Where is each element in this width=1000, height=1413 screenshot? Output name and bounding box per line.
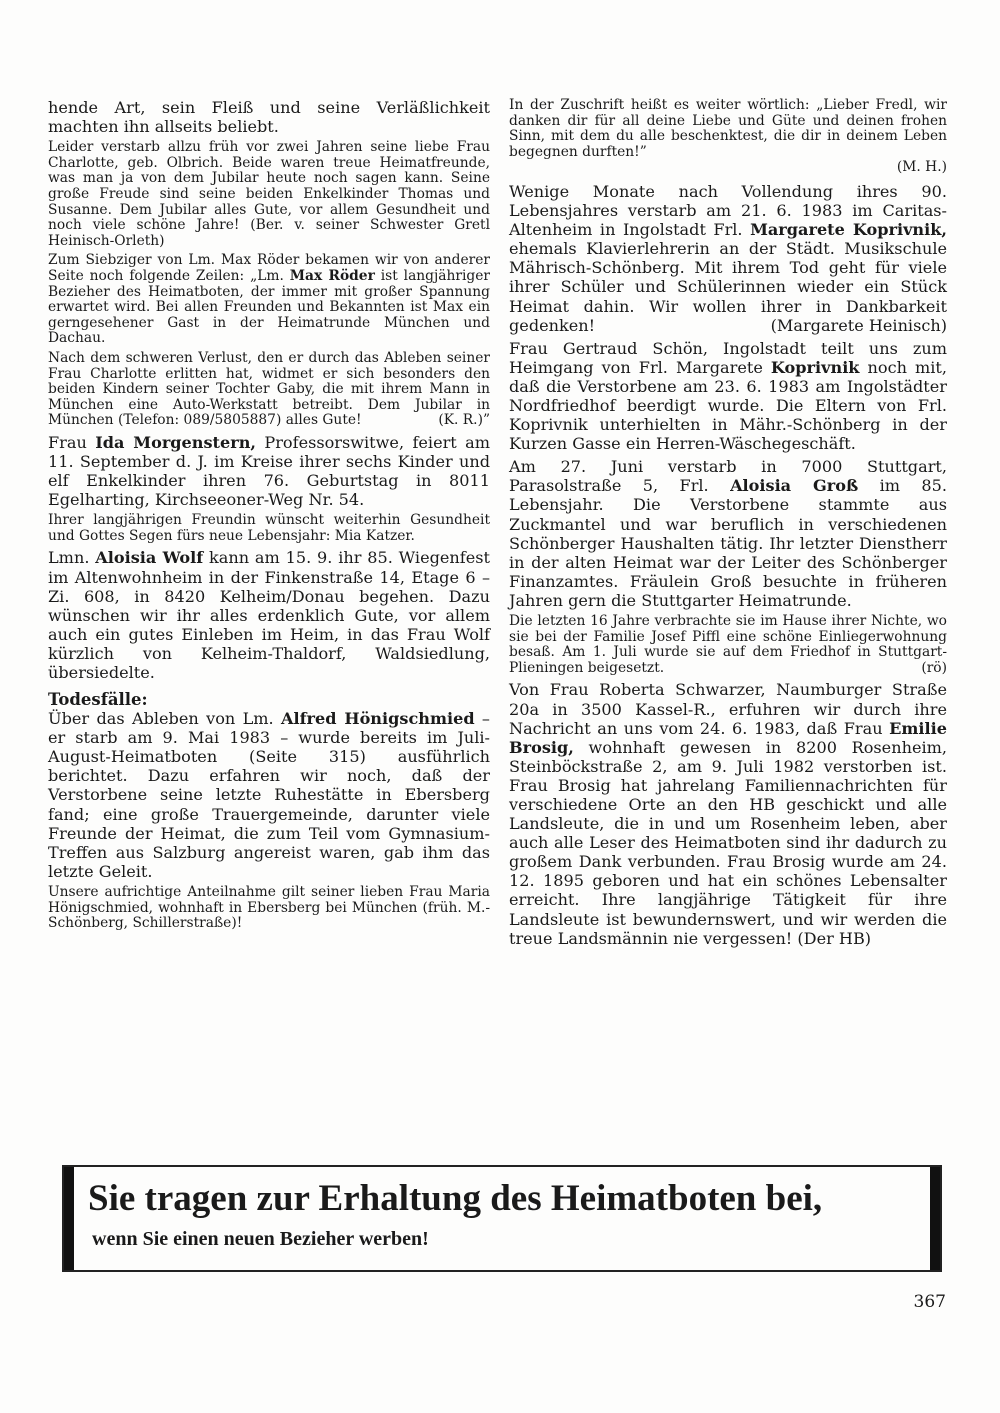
signature: (M. H.): [896, 159, 947, 176]
person-name: Ida Morgenstern,: [95, 432, 257, 452]
paragraph: Frau Gertraud Schön, Ingolstadt teilt uns zum Heimgang von Frl. Margarete Koprivnik noch mit, daß die Verstorbene am 23. 6. 1983 am Ingolstädter Nordfriedhof beerdigt wurde. Die Eltern von Frl. Koprivnik unterhielten in Mähr.-Schönberg in der Kurzen Gasse ein Herren-Wäschegeschäft.: [509, 338, 947, 454]
paragraph: Von Frau Roberta Schwarzer, Naumburger Straße 20a in 3500 Kassel-R., erfuhren wir durch ihre Nachricht an uns vom 24. 6. 1983, daß Frau Emilie Brosig, wohnhaft gewesen in 8200 Rosenheim, Steinböckstraße 2, am 9. Juli 1982 verstorben ist. Frau Brosig hat jahrelang Familiennachrichten für verschiedene Orte an den HB geschickt und alle Landsleute, die in und um Rosenheim leben, aber auch alle Leser des Heimatboten sind ihr dadurch zu großem Dank verbunden. Frau Brosig wurde am 24. 12. 1895 geboren und hat ein schönes Lebensalter erreicht. Ihre langjährige Tätigkeit für ihre Landsleute ist bewundernswert, und wir werden die treue Landsmännin nie vergessen! (Der HB): [509, 680, 947, 948]
banner-right-bar: [930, 1167, 940, 1270]
paragraph: Über das Ableben von Lm. Alfred Hönigschmied – er starb am 9. Mai 1983 – wurde bereits im Juli-August-Heimatboten (Seite 315) ausführlich berichtet. Dazu erfahren wir noch, daß der Verstorbene seine letzte Ruhestätte in Ebersberg fand; eine große Trauergemeinde, darunter viele Freunde der Heimat, die zum Teil vom Gymnasium-Treffen aus Salzburg angereist waren, gab ihm das letzte Geleit.: [48, 709, 490, 881]
paragraph: Frau Ida Morgenstern, Professorswitwe, feiert am 11. September d. J. im Kreise ihrer sechs Kinder und elf Enkelkinder ihren 76. Geburtstag in 8011 Egelharting, Kirchseeoner-Weg Nr. 54.: [48, 432, 490, 510]
paragraph: Zum Siebziger von Lm. Max Röder bekamen wir von anderer Seite noch folgende Zeilen: „Lm. Max Röder ist langjähriger Bezieher des Heimatboten, der immer mit großer Spannung erwartet wird. Bei allen Freunden und Bekannten ist Max ein gerngesehener Gast in der Heimatrunde München und Dachau.: [48, 252, 490, 347]
paragraph: Am 27. Juni verstarb in 7000 Stuttgart, Parasolstraße 5, Frl. Aloisia Groß im 85. Lebensjahr. Die Verstorbene stammte aus Zuckmantel und war beruflich in verschiedenen Schönberger Haushalten tätig. Ihr letzter Dienstherr in der alten Heimat war der Leiter des Schönberger Finanzamtes. Fräulein Groß besuchte in früheren Jahren gern die Stuttgarter Heimatrunde.: [509, 457, 948, 610]
banner-left-bar: [64, 1167, 74, 1270]
right-column: [509, 98, 947, 952]
paragraph: Leider verstarb allzu früh vor zwei Jahren seine liebe Frau Charlotte, geb. Olbrich. Beide waren treue Heimatfreunde, was man ja von dem Jubilar heute noch sagen kann. Seine große Freude sind seine beiden Enkelkinder Thomas und Susanne. Dem Jubilar alles Gute, vor allem Gesundheit und noch viele schöne Jahre! (Ber. v. seiner Schwester Gretl Heinisch-Orleth): [48, 139, 490, 249]
promo-banner: [62, 1165, 942, 1272]
paragraph: Lmn. Aloisia Wolf kann am 15. 9. ihr 85. Wiegenfest im Altenwohnheim in der Finkenstraße 14, Etage 6 – Zi. 608, in 8420 Kelheim/Donau begehen. Dazu wünschen wir ihr alles erdenklich Gute, vor allem auch ein gutes Einleben im Heim, in das Frau Wolf kürzlich von Kelheim-Thaldorf, Waldsiedlung, übersiedelte.: [48, 548, 491, 682]
banner-title: Sie tragen zur Erhaltung des Heimatboten bei,: [88, 1178, 823, 1219]
person-name: Max Röder: [289, 267, 375, 284]
paragraph: Nach dem schweren Verlust, den er durch das Ableben seiner Frau Charlotte erlitten hat, widmet er sich besonders den beiden Kindern seiner Tochter Gaby, die mit ihrem Mann in München eine Auto-Werkstatt betreibt. Dem Jubilar in München (Telefon: 089/5805887) alles Gute! (K. R.)”: [48, 349, 490, 429]
paragraph: Wenige Monate nach Vollendung ihres 90. Lebensjahres verstarb am 21. 6. 1983 im Caritas-Altenheim in Ingolstadt Frl. Margarete Koprivnik, ehemals Klavierlehrerin an der Städt. Musikschule Mährisch-Schönberg. Mit ihrem Tod geht für viele ihrer Schüler und Schülerinnen wieder ein Stück Heimat dahin. Wir wollen ihrer in Dankbarkeit gedenken! (Margarete Heinisch): [509, 181, 947, 335]
banner-subtitle: wenn Sie einen neuen Bezieher werben!: [92, 1228, 429, 1250]
signature: (rö): [921, 659, 947, 676]
page-number: 367: [913, 1292, 946, 1312]
left-column: [48, 98, 490, 936]
paragraph: hende Art, sein Fleiß und seine Verläßlichkeit machten ihn allseits beliebt.: [48, 98, 490, 137]
paragraph: Ihrer langjährigen Freundin wünscht weiterhin Gesundheit und Gottes Segen fürs neue Lebensjahr: Mia Katzer.: [48, 512, 490, 544]
person-name: Aloisia Wolf: [95, 548, 204, 568]
person-name: Margarete Koprivnik,: [750, 220, 947, 240]
person-name: Alfred Hönigschmied: [281, 709, 475, 729]
paragraph: In der Zuschrift heißt es weiter wörtlich: „Lieber Fredl, wir danken dir für all deine Liebe und Güte und deinen frohen Sinn, mit dem du alle beschenktest, die dir in deinem Leben begegnen durften!”: [509, 97, 947, 160]
person-name: Aloisia Groß: [730, 476, 859, 496]
paragraph: Die letzten 16 Jahre verbrachte sie im Hause ihrer Nichte, wo sie bei der Familie Josef Piffl eine schöne Einliegerwohnung besaß. Am 1. Juli wurde sie auf dem Friedhof in Stuttgart-Plieningen beigesetzt. (rö): [509, 613, 947, 676]
section-heading: Todesfälle:: [48, 690, 148, 710]
person-name: Emilie Brosig,: [509, 718, 947, 757]
signature: (K. R.)”: [438, 412, 490, 429]
signature: (Margarete Heinisch): [770, 315, 947, 335]
paragraph: Unsere aufrichtige Anteilnahme gilt seiner lieben Frau Maria Hönigschmied, wohnhaft in Ebersberg bei München (früh. M.-Schönberg, Schillerstraße)!: [48, 883, 490, 932]
person-name: Koprivnik: [770, 357, 860, 377]
